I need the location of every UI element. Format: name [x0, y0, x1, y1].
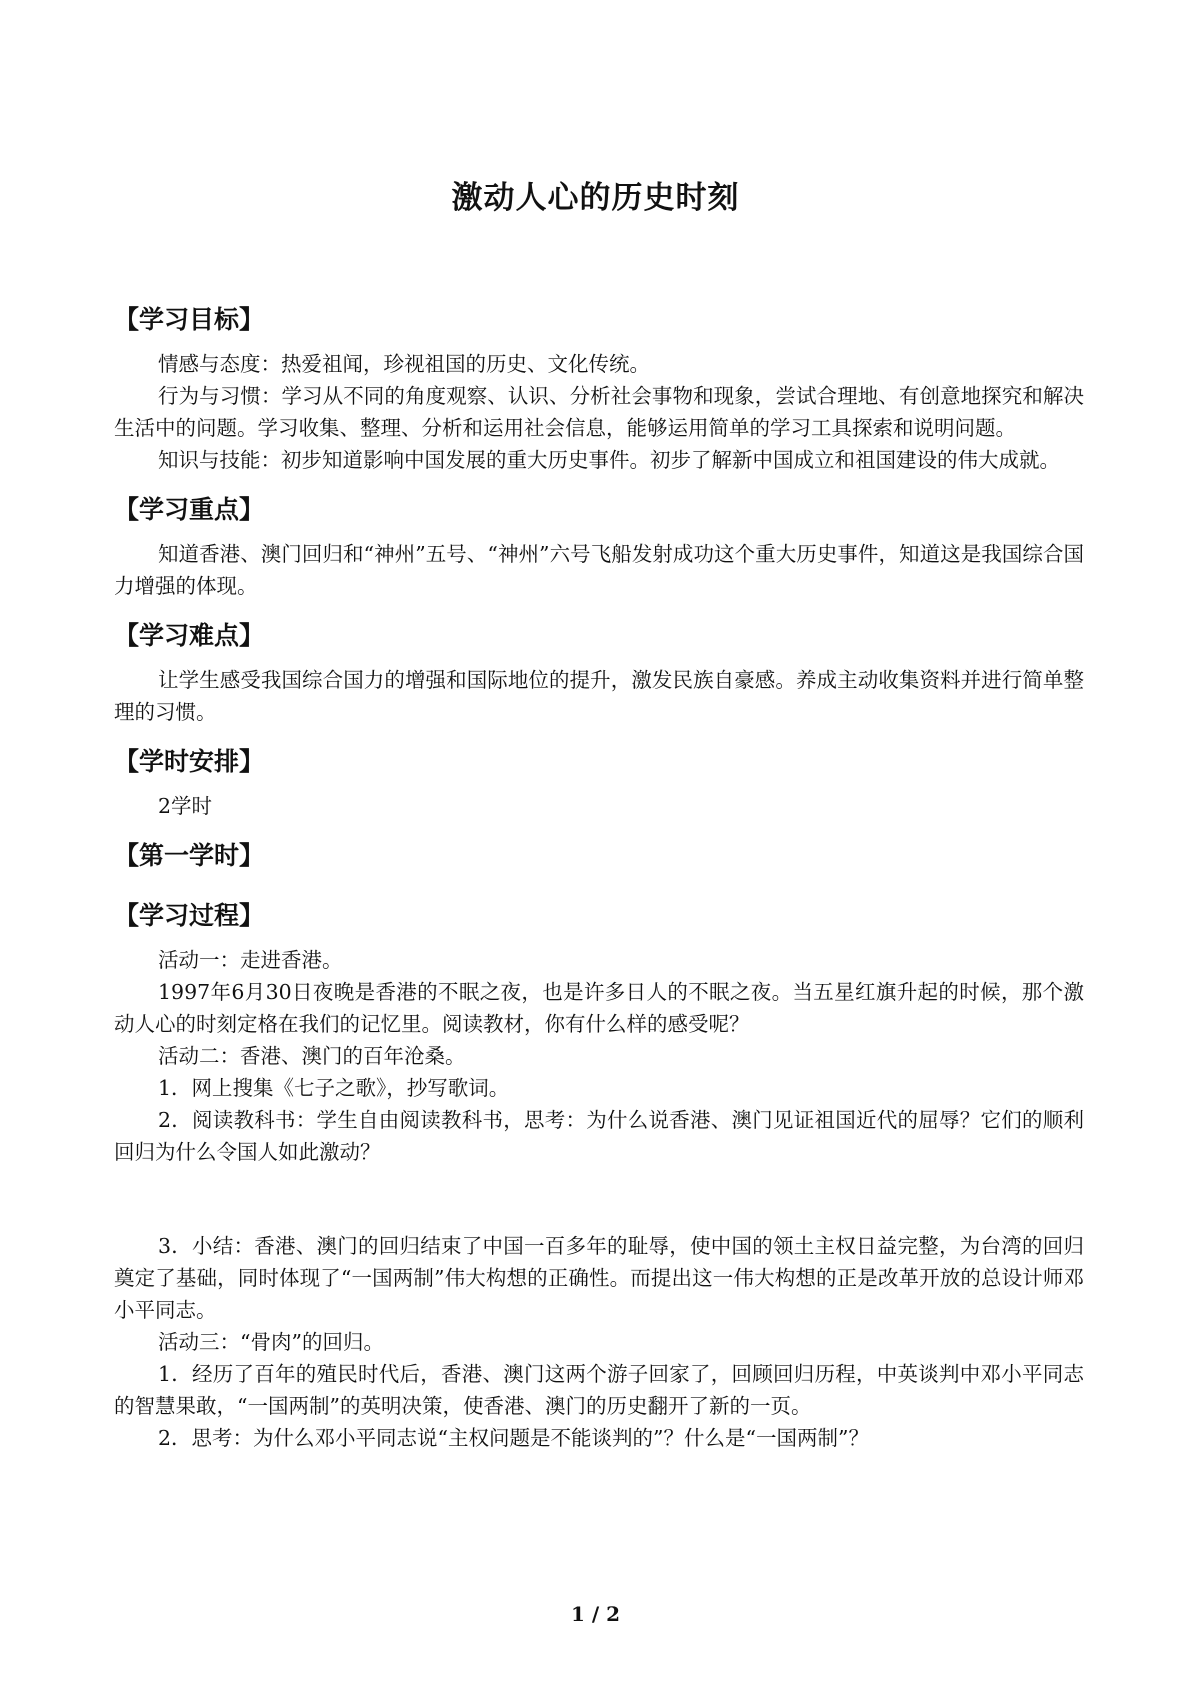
paragraph: 1．网上搜集《七子之歌》，抄写歌词。 — [158, 1076, 510, 1100]
page-number: 1 / 2 — [570, 1602, 621, 1626]
section-heading-difficulties: 【学习难点】 — [114, 621, 265, 650]
section-heading-first-period: 【第一学时】 — [114, 841, 265, 870]
document-body — [114, 300, 1084, 1468]
section-first-period — [114, 836, 1084, 876]
paragraph: 活动一：走进香港。 — [158, 948, 343, 972]
section-schedule — [114, 742, 1084, 822]
paragraph: 1．经历了百年的殖民时代后，香港、澳门这两个游子回家了，回顾回归历程，中英谈判中邓小平同志的智慧果敢，“一国两制”的英明决策，使香港、澳门的历史翻开了新的一页。 — [114, 1362, 1084, 1418]
paragraph: 3．小结：香港、澳门的回归结束了中国一百多年的耻辱，使中国的领土主权日益完整，为台湾的回归奠定了基础，同时体现了“一国两制”伟大构想的正确性。而提出这一伟大构想的正是改革开放的总设计师邓小平同志。 — [114, 1234, 1084, 1322]
paragraph: 1997年6月30日夜晚是香港的不眠之夜，也是许多日人的不眠之夜。当五星红旗升起的时候，那个激动人心的时刻定格在我们的记忆里。阅读教材，你有什么样的感受呢？ — [114, 980, 1084, 1036]
paragraph: 活动三：“骨肉”的回归。 — [158, 1330, 384, 1354]
section-key-points — [114, 490, 1084, 602]
document-title: 激动人心的历史时刻 — [451, 180, 740, 216]
paragraph: 行为与习惯：学习从不同的角度观察、认识、分析社会事物和现象，尝试合理地、有创意地探究和解决生活中的问题。学习收集、整理、分析和运用社会信息，能够运用简单的学习工具探索和说明问题。 — [114, 384, 1084, 440]
paragraph: 知识与技能：初步知道影响中国发展的重大历史事件。初步了解新中国成立和祖国建设的伟大成就。 — [158, 448, 1060, 472]
section-heading-goals: 【学习目标】 — [114, 305, 265, 334]
paragraph: 活动二：香港、澳门的百年沧桑。 — [158, 1044, 466, 1068]
section-heading-key-points: 【学习重点】 — [114, 495, 265, 524]
paragraph: 情感与态度：热爱祖闻，珍视祖国的历史、文化传统。 — [158, 352, 650, 376]
paragraph: 2．阅读教科书：学生自由阅读教科书，思考：为什么说香港、澳门见证祖国近代的屈辱？它们的顺利回归为什么令国人如此激动？ — [114, 1108, 1084, 1164]
section-goals — [114, 300, 1084, 476]
section-heading-process: 【学习过程】 — [114, 901, 265, 930]
section-process — [114, 896, 1084, 1454]
paragraph: 知道香港、澳门回归和“神州”五号、“神州”六号飞船发射成功这个重大历史事件，知道这是我国综合国力增强的体现。 — [114, 542, 1084, 598]
paragraph: 让学生感受我国综合国力的增强和国际地位的提升，激发民族自豪感。养成主动收集资料并进行简单整理的习惯。 — [114, 668, 1084, 724]
section-difficulties — [114, 616, 1084, 728]
paragraph: 2．思考：为什么邓小平同志说“主权问题是不能谈判的”？什么是“一国两制”？ — [158, 1426, 869, 1450]
section-heading-schedule: 【学时安排】 — [114, 747, 265, 776]
paragraph: 2学时 — [158, 794, 213, 818]
